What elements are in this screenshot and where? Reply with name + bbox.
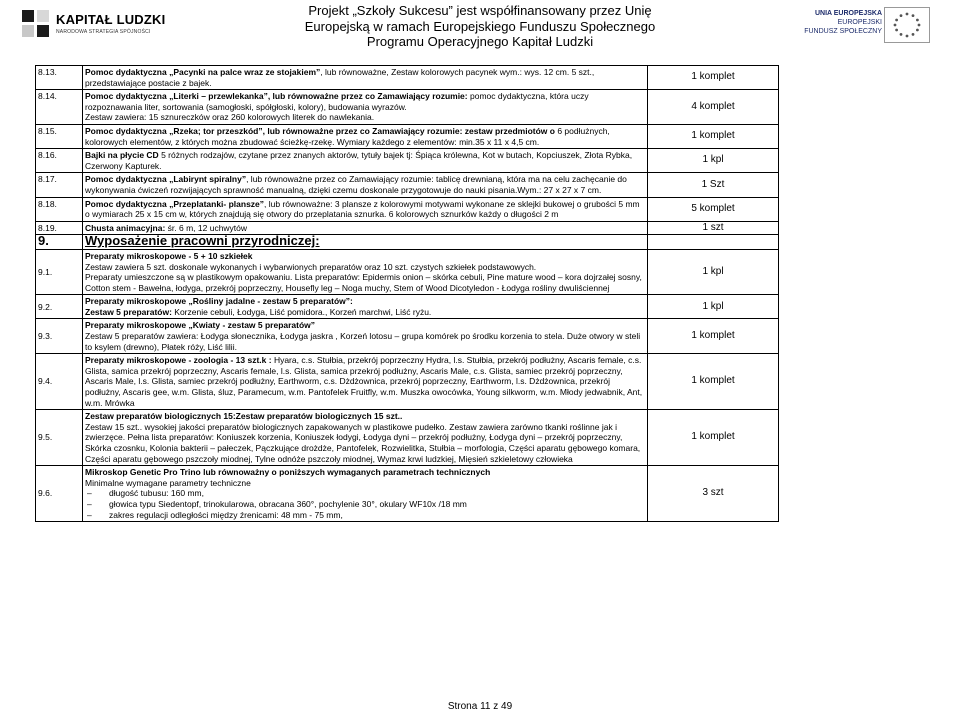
item-description: Preparaty mikroskopowe - zoologia - 13 szt.k : Hyara, c.s. Stułbia, przekrój poprzeczny Hydra, l.s. Stułbia, przekrój podłużny, Ascaris female, c.s. Glista, samica przekrój poprzeczny, Ascaris female, l.s. Glista, samica przekrój podłużny, Ascaris Male, c.s. Glista, samiec przekrój poprzeczny, Ascaris Male, l.s. Glista, samiec przekrój podłużny, Earthworm, c.s. Dżdżownica, przekrój poprzeczny, Earthworm, l.s. Dżdżownica, przekrój podłużny, Ascaris gee, w.m. Glista, śluz, Paramecum, w.m. Pantofelek Fruitfly, w.m. Muszka owocówka, Young silkworm, w.m. Młody jedwabnik, Ant, w.m. Mrówka: [83, 354, 648, 410]
item-description: Zestaw preparatów biologicznych 15:Zestaw preparatów biologicznych 15 szt.. Zestaw 15 szt.. wysokiej jakości preparatów biologicznych zapakowanych w plastikowe pudełko. Zestaw zawiera zarówno tkanki roślinne jak i zwierzęce. Pełna lista preparatów: Koniuszek korzenia, Koniuszek łodygi, Łodyga dyni – przekrój podłużny, Łodyga dyni – przekrój poprzeczny, Skórka czosnku, Kolonia bakterii – pałeczek, Pączkujące drożdże, Pantofelek, Rozwielitka, Stułbia – morfologia, Części aparatu gębowego komara, Części aparatu gębowego pszczoły miodnej, Tylne odnóże pszczoły miodnej, Wymaz krwi ludzkiej, Mięsień szkieletowy człowieka: [83, 410, 648, 466]
item-quantity: 1 komplet: [648, 410, 779, 466]
table-row: [36, 354, 779, 410]
item-description: Preparaty mikroskopowe „Kwiaty - zestaw 5 preparatów” Zestaw 5 preparatów zawiera: Łodyga słonecznika, Łodyga jaskra , Korzeń lotosu – grupa komórek po środku korzenia to stela. Duże otwory w steli to ksylem (drewno), Płatek róży, Liść lilii.: [83, 319, 648, 354]
table-row: [36, 295, 779, 319]
item-number: 9.6.: [36, 466, 83, 522]
item-quantity: 1 kpl: [648, 149, 779, 173]
list-item: – głowica typu Siedentopf, trinokularowa, obracana 360°, pochylenie 30°, okulary WF10x /18 mm: [109, 499, 645, 510]
item-quantity: 1 szt: [648, 221, 779, 235]
item-number: 8.16.: [36, 149, 83, 173]
item-number: 8.18.: [36, 197, 83, 221]
item-quantity: 4 komplet: [648, 90, 779, 125]
table-row: [36, 90, 779, 125]
table-row: [36, 319, 779, 354]
page-header: [0, 0, 960, 52]
item-quantity: 1 komplet: [648, 124, 779, 148]
item-quantity: 5 komplet: [648, 197, 779, 221]
eu-logo-text: [804, 9, 882, 36]
item-number: 8.13.: [36, 66, 83, 90]
equipment-table: [35, 65, 779, 522]
logo-subtitle: NARODOWA STRATEGIA SPÓJNOŚCI: [56, 29, 151, 35]
item-description: Mikroskop Genetic Pro Trino lub równoważny o poniższych wymaganych parametrach technicznych Minimalne wymagane parametry techniczne – długość tubusu: 160 mm, – głowica typu Siedentopf, trinokularowa, obracana 360°, pochylenie 30°, okulary WF10x /18 mm – zakres regulacji odległości między źrenicami: 48 mm - 75 mm,: [83, 466, 648, 522]
item-number: 9.1.: [36, 249, 83, 294]
table-row: [36, 149, 779, 173]
item-description: Pomoc dydaktyczna „Przeplatanki- plansze”, lub równoważne: 3 plansze z kolorowymi motywami wykonane ze sklejki bukowej o grubości 5 mm o wymiarach 25 x 15 cm w, których znajdują się otwory do przeplatania sznurka. 6 kolorowych sznurków każdy o długości 2 m: [83, 197, 648, 221]
table-row: [36, 124, 779, 148]
item-quantity: 1 kpl: [648, 295, 779, 319]
page-number: Strona 11 z 49: [447, 701, 513, 712]
project-info: [300, 3, 660, 50]
table-row: [36, 466, 779, 522]
item-number: 9.4.: [36, 354, 83, 410]
eu-logo-line3: FUNDUSZ SPOŁECZNY: [804, 28, 882, 35]
table-row: [36, 197, 779, 221]
eu-logo-line1: UNIA EUROPEJSKA: [814, 10, 882, 17]
item-quantity: 1 komplet: [648, 354, 779, 410]
item-description: Bajki na płycie CD 5 różnych rodzajów, czytane przez znanych aktorów, tytuły bajek tj: Śpiąca królewna, Kot w butach, Kopciuszek, Złota Rybka, Czerwony Kapturek.: [83, 149, 648, 173]
item-description: Chusta animacyjna: śr. 6 m, 12 uchwytów: [83, 221, 648, 235]
project-info-line2: Europejską w ramach Europejskiego Funduszu Społecznego: [304, 18, 656, 34]
item-number: 8.17.: [36, 173, 83, 197]
section-title: Wyposażenie pracowni przyrodniczej:: [83, 235, 648, 250]
item-number: 9.3.: [36, 319, 83, 354]
kapital-ludzki-logo-icon: [22, 10, 50, 38]
table-row: [36, 173, 779, 197]
eu-logo: [770, 5, 960, 45]
table-row: [36, 66, 779, 90]
spec-list: [85, 488, 645, 520]
item-quantity: 1 komplet: [648, 66, 779, 90]
section-header-row: [36, 235, 779, 250]
logo-title: KAPITAŁ LUDZKI: [56, 12, 166, 27]
item-number: 8.14.: [36, 90, 83, 125]
section-quantity: [648, 235, 779, 250]
item-description: Preparaty mikroskopowe - 5 + 10 szkiełek Zestaw zawiera 5 szt. doskonale wykonanych i wybarwionych preparatów oraz 10 szt. czystych szkiełek podstawowych. Preparaty umieszczone są w plastikowym opakowaniu. Lista preparatów: Epidermis onion – skórka cebuli, Pine mature wood – kora dojrzałej sosny, Cotton stem - Bawełna, łodyga, przekrój poprzeczny, Housefly leg – Noga muchy, Stem of Wood Dicotyledon - Łodyga rośliny dwuliściennej: [83, 249, 648, 294]
project-info-line3: Programu Operacyjnego Kapitał Ludzki: [366, 34, 594, 49]
list-item: – długość tubusu: 160 mm,: [109, 488, 645, 499]
item-description: Pomoc dydaktyczna „Literki – przewlekanka”, lub równoważne przez co Zamawiający rozumie: pomoc dydaktyczna, która uczy rozpoznawania liter, sortowania (samogłoski, spółgłoski, kolory), budowania wyrazów. Zestaw zawiera: 15 sznureczków oraz 260 kolorowych literek do nawlekania.: [83, 90, 648, 125]
item-quantity: 3 szt: [648, 466, 779, 522]
section-number: 9.: [36, 235, 83, 250]
item-number: 8.19.: [36, 221, 83, 235]
table-row: [36, 249, 779, 294]
project-info-line1: Projekt „Szkoły Sukcesu” jest współfinansowany przez Unię: [308, 3, 652, 18]
item-description: Pomoc dydaktyczna „Pacynki na palce wraz ze stojakiem”, lub równoważne, Zestaw kolorowych pacynek wym.: wys. 12 cm. 5 szt., przedstawiające postacie z bajek.: [83, 66, 648, 90]
item-description: Pomoc dydaktyczna „Labirynt spiralny”, lub równoważne przez co Zamawiający rozumie: tablicę drewnianą, która ma na celu zachęcanie do wykonywania ćwiczeń rozwijających sprawność manualną, dzięki czemu doskonale przygotowuje do nauki pisania.Wym.: 27 x 27 x 7 cm.: [83, 173, 648, 197]
item-number: 9.5.: [36, 410, 83, 466]
item-description: Preparaty mikroskopowe „Rośliny jadalne - zestaw 5 preparatów”: Zestaw 5 preparatów: Korzenie cebuli, Łodyga, Liść pomidora., Korzeń marchwi, Liść ryżu.: [83, 295, 648, 319]
eu-flag-icon: [884, 7, 930, 43]
item-quantity: 1 kpl: [648, 249, 779, 294]
item-description: Pomoc dydaktyczna „Rzeka; tor przeszkód”, lub równoważne przez co Zamawiający rozumie: zestaw przedmiotów o 6 podłużnych, kolorowych elementów, z których można zbudować ścieżkę-rzekę. Wymiary każdego z elementów: min.35 x 11 x 4,5 cm.: [83, 124, 648, 148]
item-quantity: 1 Szt: [648, 173, 779, 197]
item-number: 8.15.: [36, 124, 83, 148]
list-item: – zakres regulacji odległości między źrenicami: 48 mm - 75 mm,: [109, 510, 645, 521]
kapital-ludzki-logo: [22, 10, 166, 40]
table-row: [36, 410, 779, 466]
item-quantity: 1 komplet: [648, 319, 779, 354]
eu-logo-line2: EUROPEJSKI: [837, 19, 882, 26]
item-number: 9.2.: [36, 295, 83, 319]
